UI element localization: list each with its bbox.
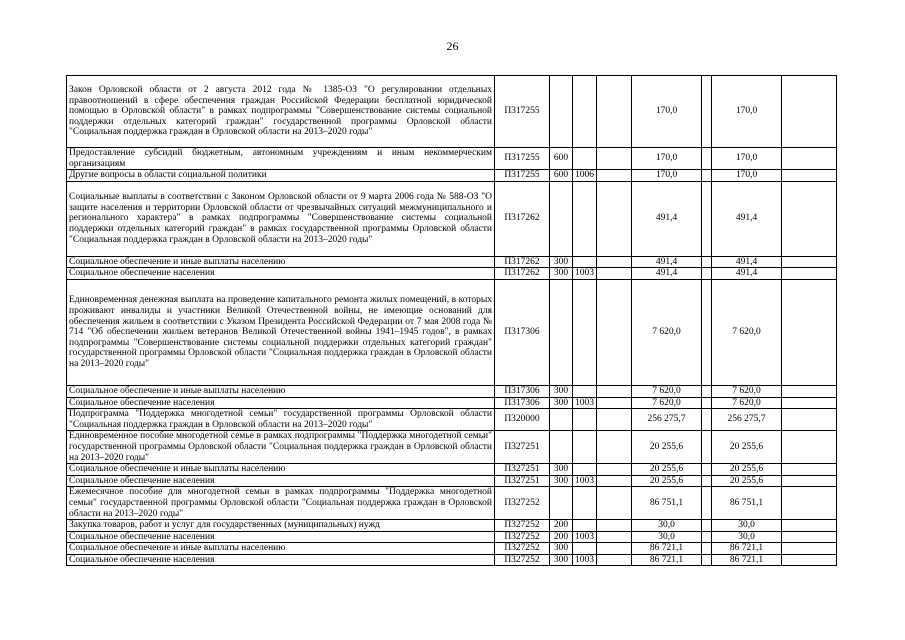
target-code-cell: П327252 — [495, 520, 550, 532]
amount-cell: 491,4 — [632, 181, 702, 256]
empty-cell — [702, 181, 712, 256]
amount-cell: 170,0 — [632, 148, 702, 170]
section-code-cell — [573, 256, 597, 268]
amount-cell: 7 620,0 — [632, 279, 702, 385]
expense-type-cell: 300 — [550, 268, 573, 280]
table-row — [67, 397, 837, 409]
target-code-cell: П327251 — [495, 431, 550, 464]
row-name-cell: Предоставление субсидий бюджетным, автономным учреждениям и иным некоммерческим организациям — [67, 148, 495, 170]
empty-cell — [597, 531, 632, 543]
table-row — [67, 543, 837, 555]
section-code-cell: 1006 — [573, 170, 597, 182]
empty-cell — [597, 520, 632, 532]
table-row — [67, 279, 837, 385]
empty-cell — [782, 279, 837, 385]
empty-cell — [597, 385, 632, 397]
empty-cell — [782, 554, 837, 566]
target-code-cell: П327252 — [495, 487, 550, 520]
empty-cell — [782, 520, 837, 532]
empty-cell — [702, 409, 712, 431]
table-row — [67, 170, 837, 182]
row-name-cell: Закон Орловской области от 2 августа 2012 года № 1385-ОЗ "О регулировании отдельных правоотношений в сфере обеспечения граждан Российской Федерации бесплатной юридической помощью в Орловской области" в рамках подпрограммы "Совершенствование системы социальной поддержки отдельных категорий граждан" государственной программы Орловской области "Социальная поддержка граждан в Орловской области на 2013–2020 годы" — [67, 76, 495, 148]
empty-cell — [782, 475, 837, 487]
expense-type-cell — [550, 409, 573, 431]
expense-type-cell: 300 — [550, 554, 573, 566]
empty-cell — [597, 181, 632, 256]
section-code-cell — [573, 431, 597, 464]
target-code-cell: П317306 — [495, 279, 550, 385]
amount-total-cell: 7 620,0 — [712, 279, 782, 385]
section-code-cell: 1003 — [573, 397, 597, 409]
expense-type-cell: 600 — [550, 148, 573, 170]
target-code-cell: П317262 — [495, 181, 550, 256]
section-code-cell — [573, 464, 597, 476]
row-name-cell: Социальное обеспечение и иные выплаты населению — [67, 256, 495, 268]
row-name-cell: Другие вопросы в области социальной политики — [67, 170, 495, 182]
amount-total-cell: 30,0 — [712, 520, 782, 532]
amount-cell: 491,4 — [632, 256, 702, 268]
section-code-cell — [573, 148, 597, 170]
empty-cell — [597, 409, 632, 431]
expense-type-cell — [550, 487, 573, 520]
empty-cell — [597, 170, 632, 182]
table-row — [67, 520, 837, 532]
section-code-cell — [573, 181, 597, 256]
amount-cell: 20 255,6 — [632, 475, 702, 487]
empty-cell — [782, 487, 837, 520]
empty-cell — [782, 181, 837, 256]
table-row — [67, 475, 837, 487]
table-row — [67, 385, 837, 397]
table-row — [67, 76, 837, 148]
target-code-cell: П317255 — [495, 170, 550, 182]
empty-cell — [702, 543, 712, 555]
amount-total-cell: 86 721,1 — [712, 554, 782, 566]
row-name-cell: Единовременная денежная выплата на проведение капитального ремонта жилых помещений, в которых проживают инвалиды и участники Великой Отечественной войны, не имеющие оснований для обеспечения жильем в соответствии с Указом Президента Российской Федерации от 7 мая 2008 года № 714 "Об обеспечении жильем ветеранов Великой Отечественной войны 1941–1945 годов", в рамках подпрограммы "Совершенствование системы социальной поддержки отдельных категорий граждан" государственной программы Орловской области "Социальная поддержка граждан в Орловской области на 2013–2020 годы" — [67, 279, 495, 385]
target-code-cell: П317255 — [495, 76, 550, 148]
expense-type-cell: 300 — [550, 256, 573, 268]
table-row — [67, 409, 837, 431]
row-name-cell: Социальное обеспечение населения — [67, 554, 495, 566]
empty-cell — [782, 409, 837, 431]
target-code-cell: П320000 — [495, 409, 550, 431]
amount-cell: 30,0 — [632, 520, 702, 532]
empty-cell — [702, 431, 712, 464]
row-name-cell: Социальное обеспечение населения — [67, 397, 495, 409]
empty-cell — [702, 279, 712, 385]
row-name-cell: Закупка товаров, работ и услуг для государственных (муниципальных) нужд — [67, 520, 495, 532]
target-code-cell: П317255 — [495, 148, 550, 170]
section-code-cell — [573, 543, 597, 555]
table-row — [67, 148, 837, 170]
empty-cell — [597, 76, 632, 148]
table-row — [67, 554, 837, 566]
section-code-cell: 1003 — [573, 475, 597, 487]
empty-cell — [702, 170, 712, 182]
empty-cell — [597, 554, 632, 566]
empty-cell — [702, 520, 712, 532]
row-name-cell: Социальное обеспечение населения — [67, 268, 495, 280]
expense-type-cell — [550, 279, 573, 385]
amount-total-cell: 491,4 — [712, 181, 782, 256]
target-code-cell: П317262 — [495, 256, 550, 268]
target-code-cell: П327252 — [495, 531, 550, 543]
amount-total-cell: 20 255,6 — [712, 431, 782, 464]
row-name-cell: Социальное обеспечение населения — [67, 475, 495, 487]
expense-type-cell — [550, 181, 573, 256]
amount-cell: 20 255,6 — [632, 464, 702, 476]
amount-total-cell: 7 620,0 — [712, 397, 782, 409]
expense-type-cell: 300 — [550, 464, 573, 476]
empty-cell — [782, 464, 837, 476]
empty-cell — [782, 148, 837, 170]
target-code-cell: П317262 — [495, 268, 550, 280]
amount-total-cell: 170,0 — [712, 148, 782, 170]
amount-cell: 30,0 — [632, 531, 702, 543]
expense-type-cell: 300 — [550, 385, 573, 397]
amount-cell: 170,0 — [632, 76, 702, 148]
section-code-cell — [573, 520, 597, 532]
expense-type-cell: 300 — [550, 543, 573, 555]
target-code-cell: П327252 — [495, 543, 550, 555]
section-code-cell — [573, 76, 597, 148]
amount-cell: 7 620,0 — [632, 397, 702, 409]
table-row — [67, 464, 837, 476]
amount-total-cell: 7 620,0 — [712, 385, 782, 397]
empty-cell — [597, 475, 632, 487]
empty-cell — [597, 268, 632, 280]
target-code-cell: П327251 — [495, 464, 550, 476]
empty-cell — [597, 148, 632, 170]
table-row — [67, 268, 837, 280]
row-name-cell: Подпрограмма "Поддержка многодетной семьи" государственной программы Орловской области "Социальная поддержка граждан в Орловской области на 2013–2020 годы" — [67, 409, 495, 431]
section-code-cell: 1003 — [573, 554, 597, 566]
section-code-cell — [573, 487, 597, 520]
empty-cell — [702, 385, 712, 397]
target-code-cell: П317306 — [495, 397, 550, 409]
expense-type-cell — [550, 431, 573, 464]
row-name-cell: Социальное обеспечение и иные выплаты населению — [67, 464, 495, 476]
row-name-cell: Социальное обеспечение и иные выплаты населению — [67, 543, 495, 555]
empty-cell — [782, 170, 837, 182]
empty-cell — [597, 397, 632, 409]
empty-cell — [702, 268, 712, 280]
empty-cell — [702, 76, 712, 148]
empty-cell — [702, 475, 712, 487]
amount-total-cell: 491,4 — [712, 268, 782, 280]
page-number: 26 — [446, 39, 459, 53]
empty-cell — [782, 431, 837, 464]
section-code-cell — [573, 385, 597, 397]
amount-cell: 256 275,7 — [632, 409, 702, 431]
amount-total-cell: 256 275,7 — [712, 409, 782, 431]
empty-cell — [782, 543, 837, 555]
amount-cell: 7 620,0 — [632, 385, 702, 397]
empty-cell — [702, 531, 712, 543]
row-name-cell: Социальное обеспечение населения — [67, 531, 495, 543]
empty-cell — [702, 554, 712, 566]
amount-total-cell: 491,4 — [712, 256, 782, 268]
amount-cell: 20 255,6 — [632, 431, 702, 464]
amount-total-cell: 86 721,1 — [712, 543, 782, 555]
empty-cell — [782, 256, 837, 268]
amount-total-cell: 170,0 — [712, 76, 782, 148]
row-name-cell: Ежемесячное пособие для многодетной семьи в рамках подпрограммы "Поддержка многодетной семьи" государственной программы Орловской области "Социальная поддержка граждан в Орловской области на 2013–2020 годы" — [67, 487, 495, 520]
table-row — [67, 181, 837, 256]
empty-cell — [597, 279, 632, 385]
amount-cell: 86 721,1 — [632, 554, 702, 566]
budget-table — [66, 75, 837, 566]
amount-cell: 86 751,1 — [632, 487, 702, 520]
empty-cell — [597, 431, 632, 464]
empty-cell — [597, 487, 632, 520]
empty-cell — [597, 543, 632, 555]
section-code-cell: 1003 — [573, 268, 597, 280]
empty-cell — [782, 268, 837, 280]
expense-type-cell: 600 — [550, 170, 573, 182]
section-code-cell: 1003 — [573, 531, 597, 543]
amount-cell: 491,4 — [632, 268, 702, 280]
empty-cell — [782, 531, 837, 543]
row-name-cell: Социальное обеспечение и иные выплаты населению — [67, 385, 495, 397]
empty-cell — [702, 464, 712, 476]
empty-cell — [597, 464, 632, 476]
expense-type-cell: 200 — [550, 520, 573, 532]
target-code-cell: П317306 — [495, 385, 550, 397]
amount-total-cell: 30,0 — [712, 531, 782, 543]
empty-cell — [702, 148, 712, 170]
amount-total-cell: 20 255,6 — [712, 475, 782, 487]
expense-type-cell: 200 — [550, 531, 573, 543]
amount-cell: 86 721,1 — [632, 543, 702, 555]
empty-cell — [702, 397, 712, 409]
empty-cell — [782, 397, 837, 409]
amount-total-cell: 86 751,1 — [712, 487, 782, 520]
table-row — [67, 256, 837, 268]
table-row — [67, 431, 837, 464]
empty-cell — [597, 256, 632, 268]
row-name-cell: Социальные выплаты в соответствии с Законом Орловской области от 9 марта 2006 года № 588-ОЗ "О защите населения и территории Орловской области от чрезвычайных ситуаций межмуниципального и регионального характера" в рамках подпрограммы "Совершенствование системы социальной поддержки отдельных категорий граждан" в рамках государственной программы Орловской области "Социальная поддержка граждан в Орловской области на 2013–2020 годы" — [67, 181, 495, 256]
expense-type-cell — [550, 76, 573, 148]
target-code-cell: П327251 — [495, 475, 550, 487]
expense-type-cell: 300 — [550, 475, 573, 487]
empty-cell — [782, 76, 837, 148]
amount-cell: 170,0 — [632, 170, 702, 182]
table-row — [67, 531, 837, 543]
amount-total-cell: 20 255,6 — [712, 464, 782, 476]
row-name-cell: Единовременное пособие многодетной семье в рамках подпрограммы "Поддержка многодетной семьи" государственной программы Орловской области "Социальная поддержка граждан в Орловской области на 2013–2020 годы" — [67, 431, 495, 464]
target-code-cell: П327252 — [495, 554, 550, 566]
section-code-cell — [573, 279, 597, 385]
table-body — [67, 76, 837, 566]
expense-type-cell: 300 — [550, 397, 573, 409]
empty-cell — [702, 487, 712, 520]
amount-total-cell: 170,0 — [712, 170, 782, 182]
empty-cell — [702, 256, 712, 268]
empty-cell — [782, 385, 837, 397]
section-code-cell — [573, 409, 597, 431]
table-row — [67, 487, 837, 520]
